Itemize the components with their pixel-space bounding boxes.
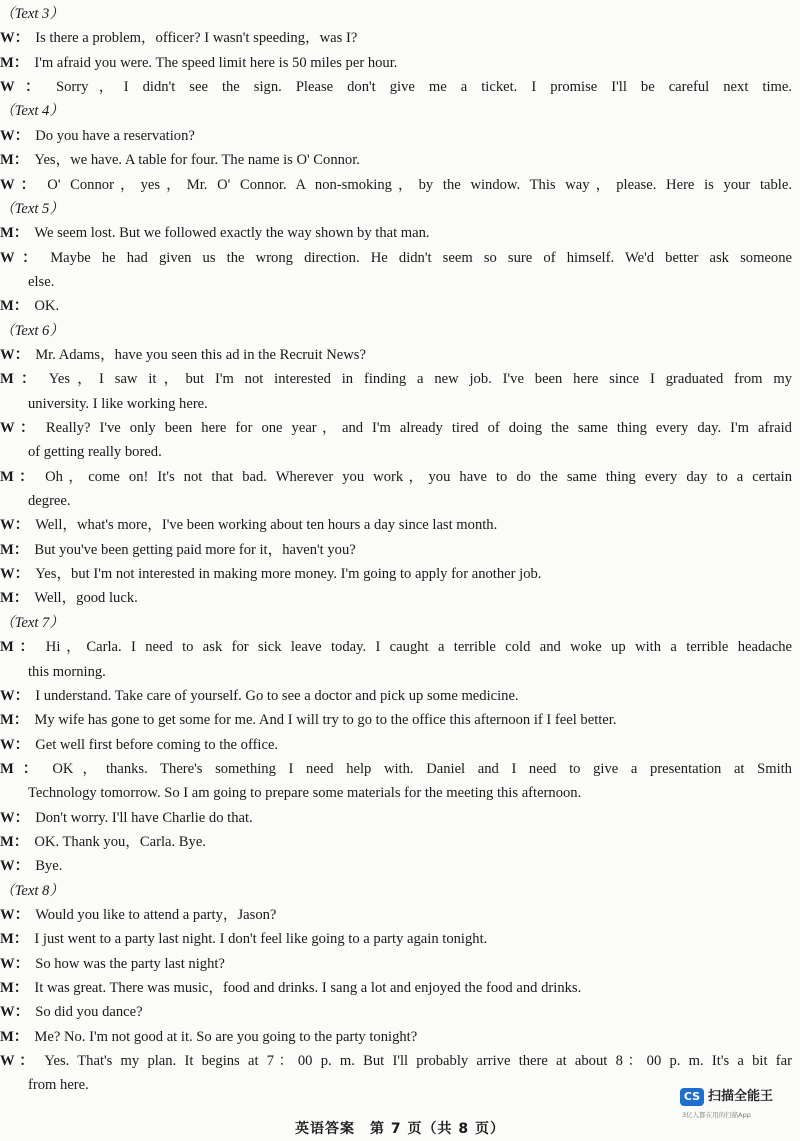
dialogue-line	[0, 296, 792, 316]
dialogue-line	[0, 1051, 792, 1071]
dialogue-continuation: Technology tomorrow. So I am going to prepare some materials for the meeting this afternoon.	[28, 785, 582, 802]
speaker-label: M：	[0, 371, 43, 388]
dialogue-line	[0, 637, 792, 657]
speaker-label: M：	[0, 760, 47, 777]
dialogue-line	[0, 53, 792, 73]
speaker-label: M：	[0, 225, 29, 242]
dialogue-line	[0, 540, 792, 560]
section-heading	[0, 101, 792, 121]
speaker-label: W：	[0, 346, 30, 363]
utterance-text: Oh，come on! It's not that bad. Wherever you work，you have to do the same thing every day to a certain	[45, 468, 792, 485]
speaker-label: W：	[0, 517, 30, 534]
section-heading	[0, 613, 792, 633]
dialogue-continuation: else.	[28, 273, 55, 290]
dialogue-line	[0, 1027, 792, 1047]
dialogue-continuation: degree.	[28, 493, 71, 509]
speaker-label: M：	[0, 541, 29, 558]
speaker-label: M：	[0, 639, 40, 656]
speaker-label: W：	[0, 249, 45, 266]
speaker-label: M：	[0, 298, 29, 315]
utterance-text: Really? I've only been here for one year，and I'm already tired of doing the same thing every day. I'm afraid	[45, 420, 792, 436]
section-heading	[0, 881, 792, 901]
utterance-text: Well，good luck.	[34, 590, 138, 607]
utterance-text: Me? No. I'm not good at it. So are you going to the party tonight?	[34, 1028, 418, 1045]
speaker-label: W：	[0, 30, 30, 47]
dialogue-line	[0, 248, 792, 268]
cs-logo-icon: CS	[680, 1088, 704, 1106]
speaker-label: M：	[0, 468, 40, 485]
utterance-text: O' Connor，yes，Mr. O' Connor. A non-smoking，by the window. This way，please. Here is your table.	[47, 176, 792, 193]
dialogue-line	[0, 808, 792, 828]
speaker-label: W：	[0, 1004, 30, 1021]
utterance-text: Sorry，I didn't see the sign. Please don't give me a ticket. I promise I'll be careful next time.	[55, 79, 792, 96]
utterance-text: Do you have a reservation?	[35, 127, 195, 144]
utterance-text: Yes，but I'm not interested in making more money. I'm going to apply for another job.	[35, 566, 542, 583]
speaker-label: W：	[0, 79, 50, 96]
speaker-label: W：	[0, 176, 42, 193]
dialogue-line	[0, 223, 792, 243]
section-heading	[0, 321, 792, 341]
utterance-text: So did you dance?	[35, 1004, 143, 1021]
section-label: （Text 6）	[0, 322, 64, 339]
dialogue-line	[0, 418, 792, 438]
utterance-text: Is there a problem，officer? I wasn't speeding，was I?	[35, 30, 358, 47]
section-label: （Text 8）	[0, 882, 64, 899]
dialogue-line	[0, 467, 792, 487]
utterance-text: My wife has gone to get some for me. And I will try to go to the office this afternoon if I feel better.	[34, 712, 617, 729]
speaker-label: M：	[0, 54, 29, 71]
dialogue-line	[0, 686, 792, 706]
utterance-text: But you've been getting paid more for it，haven't you?	[34, 541, 356, 558]
utterance-text: I'm afraid you were. The speed limit here is 50 miles per hour.	[34, 54, 398, 71]
dialogue-line	[0, 175, 792, 195]
section-label: （Text 5）	[0, 200, 64, 217]
utterance-text: OK. Thank you，Carla. Bye.	[34, 833, 206, 850]
utterance-text: Mr. Adams，have you seen this ad in the Recruit News?	[35, 346, 366, 363]
speaker-label: W：	[0, 809, 30, 826]
speaker-label: W：	[0, 1053, 39, 1069]
utterance-text: I just went to a party last night. I don't feel like going to a party again tonight.	[34, 931, 488, 948]
dialogue-line	[0, 77, 792, 97]
speaker-label: W：	[0, 736, 30, 753]
section-heading	[0, 199, 792, 219]
dialogue-line	[0, 369, 792, 389]
utterance-text: OK，thanks. There's something I need help with. Daniel and I need to give a presentation at Smith	[52, 760, 792, 777]
utterance-text: Would you like to attend a party，Jason?	[35, 907, 277, 923]
speaker-label: M：	[0, 833, 29, 850]
dialogue-line	[0, 588, 792, 608]
section-label: （Text 4）	[0, 103, 64, 120]
speaker-label: M：	[0, 980, 29, 996]
utterance-text: Maybe he had given us the wrong direction. He didn't seem so sure of himself. We'd better ask someone	[50, 249, 792, 266]
utterance-text: So how was the party last night?	[35, 955, 225, 972]
speaker-label: M：	[0, 1028, 29, 1045]
dialogue-line	[0, 759, 792, 779]
utterance-text: OK.	[34, 298, 60, 315]
utterance-text: It was great. There was music，food and drinks. I sang a lot and enjoyed the food and drinks.	[34, 980, 582, 996]
speaker-label: W：	[0, 955, 30, 972]
dialogue-line	[0, 28, 792, 48]
scanner-tagline: 3亿人都在用的扫描App	[682, 1111, 751, 1119]
speaker-label: W：	[0, 687, 30, 704]
speaker-label: W：	[0, 420, 40, 436]
speaker-label: W：	[0, 127, 30, 144]
utterance-text: Yes. That's my plan. It begins at 7：00 p. m. But I'll probably arrive there at about 8：00 p. m. It's a bit far	[44, 1053, 792, 1069]
utterance-text: We seem lost. But we followed exactly the way shown by that man.	[34, 225, 430, 242]
speaker-label: W：	[0, 858, 30, 875]
dialogue-line	[0, 710, 792, 730]
speaker-label: W：	[0, 907, 30, 923]
scanner-watermark	[680, 1088, 795, 1128]
section-label: （Text 3）	[0, 6, 64, 22]
dialogue-line	[0, 1002, 792, 1022]
speaker-label: M：	[0, 590, 29, 607]
dialogue-continuation: of getting really bored.	[28, 444, 162, 461]
dialogue-line	[0, 735, 792, 755]
dialogue-line	[0, 515, 792, 535]
utterance-text: Hi，Carla. I need to ask for sick leave today. I caught a terrible cold and woke up with a terrible headache	[45, 639, 792, 656]
dialogue-line	[0, 126, 792, 146]
dialogue-continuation: university. I like working here.	[28, 395, 208, 412]
utterance-text: Get well first before coming to the office.	[35, 736, 279, 753]
section-label: （Text 7）	[0, 614, 64, 631]
dialogue-line	[0, 345, 792, 365]
dialogue-line	[0, 564, 792, 584]
speaker-label: M：	[0, 712, 29, 729]
utterance-text: Yes，we have. A table for four. The name is O' Connor.	[34, 152, 360, 169]
utterance-text: Bye.	[35, 858, 63, 875]
speaker-label: M：	[0, 931, 29, 948]
dialogue-line	[0, 905, 792, 925]
utterance-text: Yes，I saw it，but I'm not interested in finding a new job. I've been here since I graduated from my	[48, 371, 792, 388]
utterance-text: I understand. Take care of yourself. Go to see a doctor and pick up some medicine.	[35, 687, 519, 704]
dialogue-line	[0, 150, 792, 170]
page-footer: 英语答案 第 7 页（共 8 页）	[295, 1121, 505, 1137]
dialogue-line	[0, 954, 792, 974]
dialogue-continuation: this morning.	[28, 663, 106, 680]
utterance-text: Well，what's more，I've been working about ten hours a day since last month.	[35, 517, 498, 534]
speaker-label: M：	[0, 152, 29, 169]
dialogue-line	[0, 832, 792, 852]
section-heading	[0, 4, 792, 24]
dialogue-line	[0, 856, 792, 876]
scanner-app-name: 扫描全能王	[708, 1089, 774, 1104]
dialogue-continuation: from here.	[28, 1077, 89, 1094]
dialogue-line	[0, 929, 792, 949]
speaker-label: W：	[0, 566, 30, 583]
dialogue-line	[0, 978, 792, 998]
utterance-text: Don't worry. I'll have Charlie do that.	[35, 809, 253, 826]
